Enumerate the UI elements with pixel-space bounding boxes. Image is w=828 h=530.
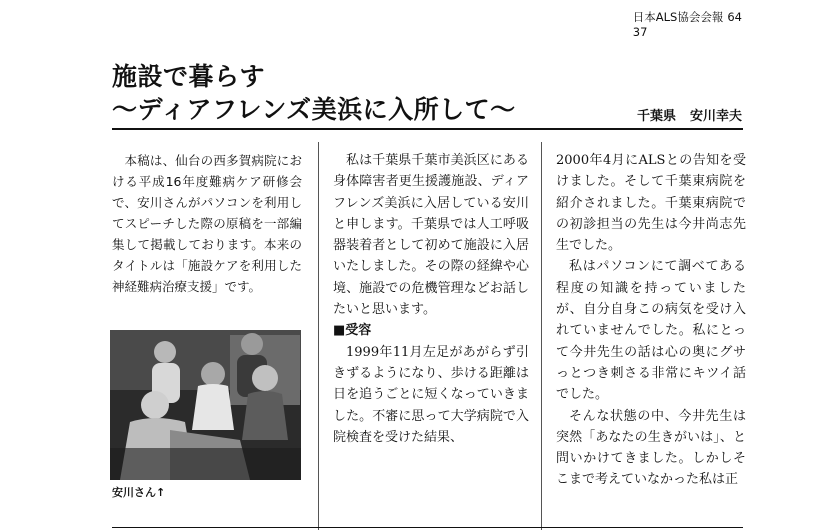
title-line-1: 施設で暮らす	[112, 62, 266, 91]
author-byline	[637, 105, 742, 124]
title-rule	[112, 128, 743, 130]
column2-paragraph-1: 私は千葉県千葉市美浜区にある身体障害者更生援護施設、ディアフレンズ美浜に入居している安川と申します。千葉県では人工呼吸器装着者として初めて施設に入居いたしました。その際の経緯や心境、施設での危機管理などお話したいと思います。	[333, 153, 529, 318]
column3-paragraph-2: 私はパソコンにて調べてある程度の知識を持っていましたが、自分自身この病気を受け入れていませんでした。私にとって今井先生の話は心の奥にグサっとつき刺さる非常にキツイ話でした。	[556, 259, 746, 403]
title-line-2: 〜ディアフレンズ美浜に入所して〜	[112, 95, 516, 124]
author-name: 安川幸夫	[689, 109, 742, 124]
intro-column	[112, 150, 302, 297]
column2-paragraph-2: 1999年11月左足があがらず引きずるようになり、歩ける距離は日を追うごとに短くなっていきました。不審に思って大学病院で入院検査を受けた結果、	[333, 344, 529, 445]
intro-text: 本稿は、仙台の西多賀病院における平成16年度難病ケア研修会で、安川さんがパソコンを利用してスピーチした際の原稿を一部編集して掲載しております。本来のタイトルは「施設ケアを利用した神経難病治療支援」です。	[112, 153, 302, 294]
bottom-rule	[112, 527, 743, 528]
column-divider-1	[318, 142, 319, 530]
page-header	[633, 10, 742, 40]
page-number: 37	[632, 25, 648, 39]
photo-image	[110, 330, 301, 480]
author-prefecture: 千葉県	[636, 109, 676, 124]
column-3	[556, 150, 746, 491]
publication-name: 日本ALS協会会報	[632, 10, 724, 24]
photo-caption: 安川さん↑	[112, 486, 166, 499]
column3-paragraph-3: そんな状態の中、今井先生は突然「あなたの生きがいは」、と問いかけてきました。しかしそこまで考えていなかった私は正	[556, 408, 746, 488]
column3-paragraph-1: 2000年4月にALSとの告知を受けました。そして千葉東病院を紹介されました。千葉東病院での初診担当の先生は今井尚志先生でした。	[556, 153, 746, 254]
photo	[110, 330, 301, 480]
article-title	[112, 60, 516, 126]
column-2	[333, 150, 529, 448]
column-divider-2	[541, 142, 542, 530]
issue-number: 64	[727, 10, 742, 24]
section-heading-acceptance: ■受容	[333, 323, 372, 339]
